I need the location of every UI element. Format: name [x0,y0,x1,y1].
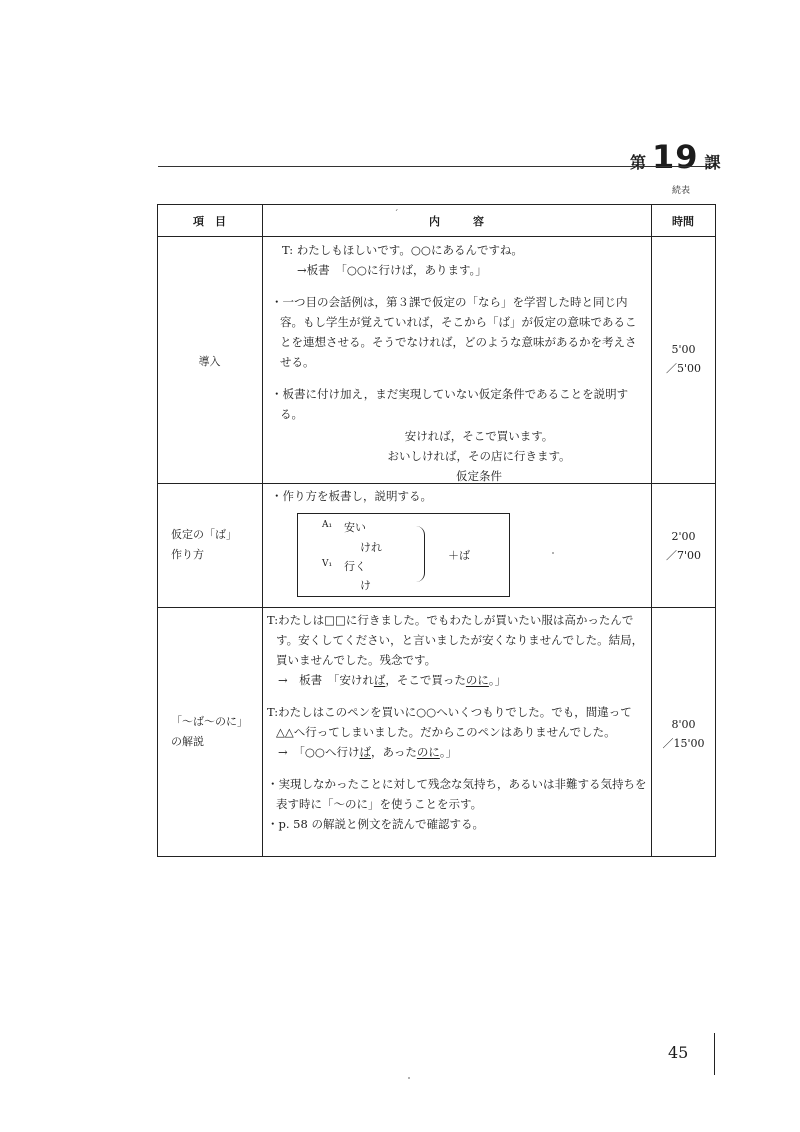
stray-mark: ´ [394,210,399,220]
row1-bullet2: ・板書に付け加え，まだ実現していない仮定条件であることを説明する。 [271,387,629,421]
ba-suffix: ＋ば [448,549,470,562]
row3-board1-noni: のに [465,673,489,687]
row3-board2-ba: ば [359,745,371,759]
table-border-top [157,204,716,205]
table-header-rule [157,236,716,237]
adjective-word: 安い [344,521,366,534]
row3-board1 [267,670,649,690]
header-content: 内 容 [429,215,484,228]
row3-board1-ba: ば [373,673,386,687]
lesson-prefix: 第 [630,153,647,172]
row2-time-step: 2'00 [671,530,696,543]
row1-time-step: 5'00 [671,343,696,356]
row2-item-line2: 作り方 [171,548,204,561]
row1-time-total: ／5'00 [665,362,702,375]
row2-bullet: ・作り方を板書し，説明する。 [271,489,432,503]
row3-content [267,610,649,834]
row1-item: 導入 [198,355,221,368]
continued-label: 続表 [672,186,691,196]
row1-bullet1: ・一つ目の会話例は，第３課で仮定の「なら」を学習した時と同じ内容。もし学生が覚えていれば，そこから「ば」が仮定の意味であることを連想させる。そうでなければ，どのような意味があるかを考えさせる。 [271,295,637,369]
row3-bullet1: ・実現しなかったことに対して残念な気持ち，あるいは非難する気持ちを表す時に「～のに」を使うことを示す。 [267,777,647,811]
verb-label: V₁ [322,559,333,569]
verb-word: 行く [344,560,366,573]
row3-board1-end: 。」 [488,673,507,687]
table-divider-item [262,204,263,857]
row1-example1: 安ければ，そこで買います。 [404,429,554,443]
adjective-label: A₁ [322,520,333,530]
row1-time [651,340,716,378]
table-row-rule-2 [157,607,716,608]
row3-item [157,712,262,752]
row1-board: →板書 「○○に行けば，あります。」 [297,263,487,277]
row2-time [651,527,716,565]
row1-label: 仮定条件 [456,469,502,483]
row3-board2-prefix: → 「○○へ行け [278,745,360,759]
row3-bullet2: ・p. 58 の解説と例文を読んで確認する。 [267,817,484,831]
row3-dialogue1: T:わたしは□□に行きました。でもわたしが買いたい服は高かったんです。安くしてください，と言いましたが安くなりませんでした。結局，買いませんでした。残念です。 [267,613,644,667]
table-border-bottom [157,856,716,857]
page-number: 45 [668,1043,689,1062]
row3-time-total: ／15'00 [662,737,705,750]
row3-time [651,715,716,753]
conjugation-box [297,513,510,597]
scan-speck [408,1077,410,1079]
scan-speck [552,552,554,554]
brace-shape [416,526,425,582]
adjective-ending: けれ [360,541,382,554]
row1-example2: おいしければ，その店に行きます。 [387,449,571,463]
header-item: 項 目 [193,215,226,228]
row3-board1-prefix: → 板書 「安けれ [278,673,374,687]
row3-item-line2: の解説 [171,735,204,748]
row3-dialogue2: T:わたしはこのペンを買いに○○へいくつもりでした。でも，間違って△△へ行ってしまいました。だからこのペンはありませんでした。 [267,705,632,739]
row3-time-step: 8'00 [671,718,696,731]
row2-time-total: ／7'00 [665,549,702,562]
header-time: 時間 [672,215,694,228]
row2-item-line1: 仮定の「ば」 [171,528,237,541]
row2-content [271,486,647,506]
page-number-rule [714,1033,715,1075]
lesson-plan-table [157,204,716,857]
row1-dialogue: T: わたしもほしいです。○○にあるんですね。 [282,243,523,257]
lesson-suffix: 課 [704,153,721,172]
row3-board2 [267,742,649,762]
row1-content [271,240,647,486]
row3-item-line1: 「～ば～のに」 [171,715,248,728]
verb-ending: け [360,579,371,592]
row3-board1-mid: ，そこで買った [385,673,466,687]
row3-board2-mid: ，あった [370,745,417,759]
header-rule [158,166,716,167]
row3-board2-noni: のに [416,745,440,759]
row3-board2-end: 。」 [439,745,458,759]
lesson-number: 19 [652,138,699,176]
lesson-header [630,138,721,176]
row2-item [157,525,262,565]
